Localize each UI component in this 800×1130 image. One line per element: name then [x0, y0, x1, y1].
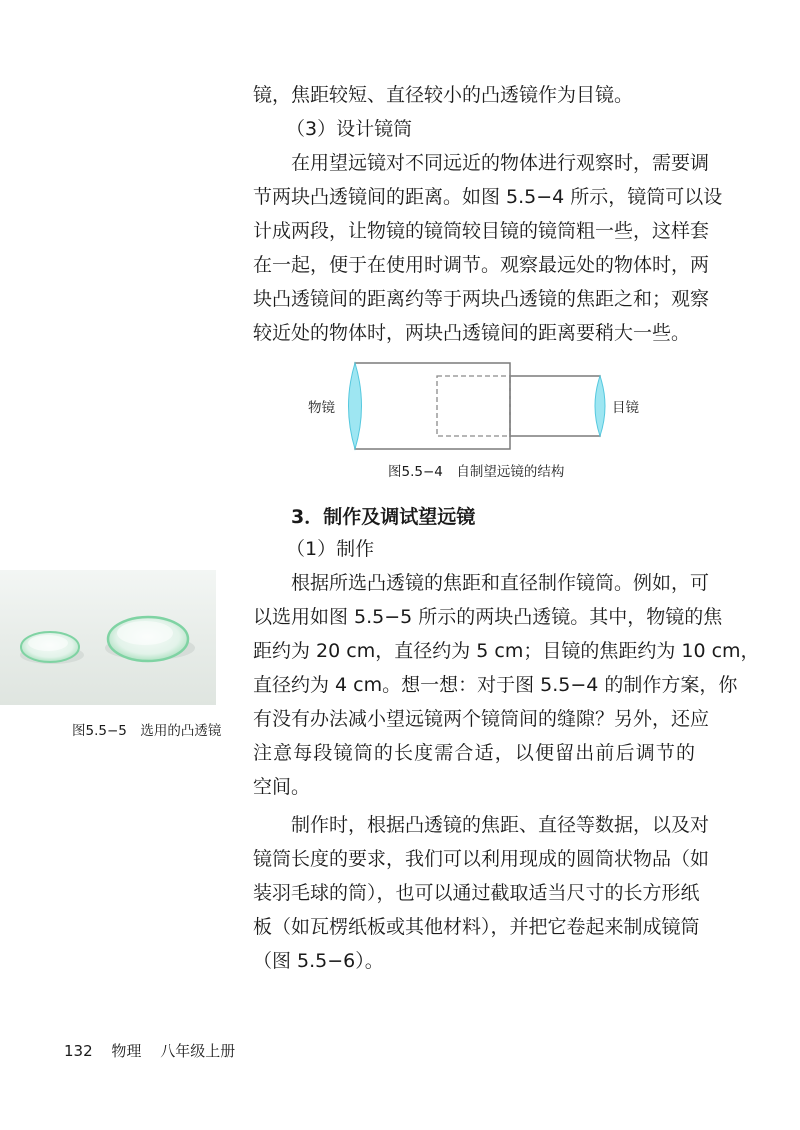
lens-photo — [0, 570, 216, 705]
text-line: 镜筒长度的要求，我们可以利用现成的圆筒状物品（如 — [253, 848, 710, 870]
figure-caption: 图5.5−4 自制望远镜的结构 — [388, 464, 565, 480]
section-heading: 3．制作及调试望远镜 — [291, 506, 476, 528]
text-line: 计成两段，让物镜的镜筒较目镜的镜筒粗一些，这样套 — [253, 220, 710, 242]
text-line: 以选用如图 5.5−5 所示的两块凸透镜。其中，物镜的焦 — [253, 606, 723, 628]
text-line: 板（如瓦楞纸板或其他材料），并把它卷起来制成镜筒 — [253, 916, 700, 938]
photo-caption: 图5.5−5 选用的凸透镜 — [72, 723, 222, 739]
text-line: 有没有办法减小望远镜两个镜筒间的缝隙？另外，还应 — [253, 708, 710, 730]
text-line: 注意每段镜筒的长度需合适，以便留出前后调节的 — [253, 742, 695, 764]
text-line: 空间。 — [253, 776, 311, 798]
eyepiece-label: 目镜 — [612, 400, 639, 416]
text-line: 在用望远镜对不同远近的物体进行观察时，需要调 — [291, 152, 710, 174]
hidden-eyepiece-tube — [437, 376, 510, 436]
subheading-make: （1）制作 — [286, 538, 375, 560]
text-line: 在一起，便于在使用时调节。观察最远处的物体时，两 — [253, 254, 710, 276]
page-footer — [64, 1040, 249, 1061]
subheading-design-tube: （3）设计镜筒 — [286, 118, 413, 140]
footer-grade: 八年级上册 — [160, 1042, 236, 1060]
text-line: 直径约为 4 cm。想一想：对于图 5.5−4 的制作方案，你 — [253, 674, 738, 696]
objective-lens — [349, 363, 362, 449]
text-line: 块凸透镜间的距离约等于两块凸透镜的焦距之和；观察 — [253, 288, 710, 310]
eyepiece-lens — [595, 376, 605, 436]
page-number: 132 — [64, 1042, 93, 1060]
text-line: 镜，焦距较短、直径较小的凸透镜作为目镜。 — [253, 84, 634, 106]
text-line: 较近处的物体时，两块凸透镜间的距离要稍大一些。 — [253, 322, 691, 344]
telescope-structure-figure — [300, 352, 660, 487]
eyepiece-tube — [510, 376, 600, 436]
text-line: 制作时，根据凸透镜的焦距、直径等数据，以及对 — [291, 814, 710, 836]
text-line: 装羽毛球的筒），也可以通过截取适当尺寸的长方形纸 — [253, 882, 700, 904]
text-line: （图 5.5−6）。 — [253, 950, 384, 972]
text-line: 根据所选凸透镜的焦距和直径制作镜筒。例如，可 — [291, 572, 710, 594]
footer-subject: 物理 — [111, 1042, 142, 1060]
text-line: 距约为 20 cm，直径约为 5 cm；目镜的焦距约为 10 cm， — [253, 640, 760, 662]
objective-label: 物镜 — [308, 400, 335, 416]
telescope-diagram — [300, 352, 660, 457]
text-line: 节两块凸透镜间的距离。如图 5.5−4 所示，镜筒可以设 — [253, 186, 723, 208]
lens-photo-image — [0, 570, 216, 705]
